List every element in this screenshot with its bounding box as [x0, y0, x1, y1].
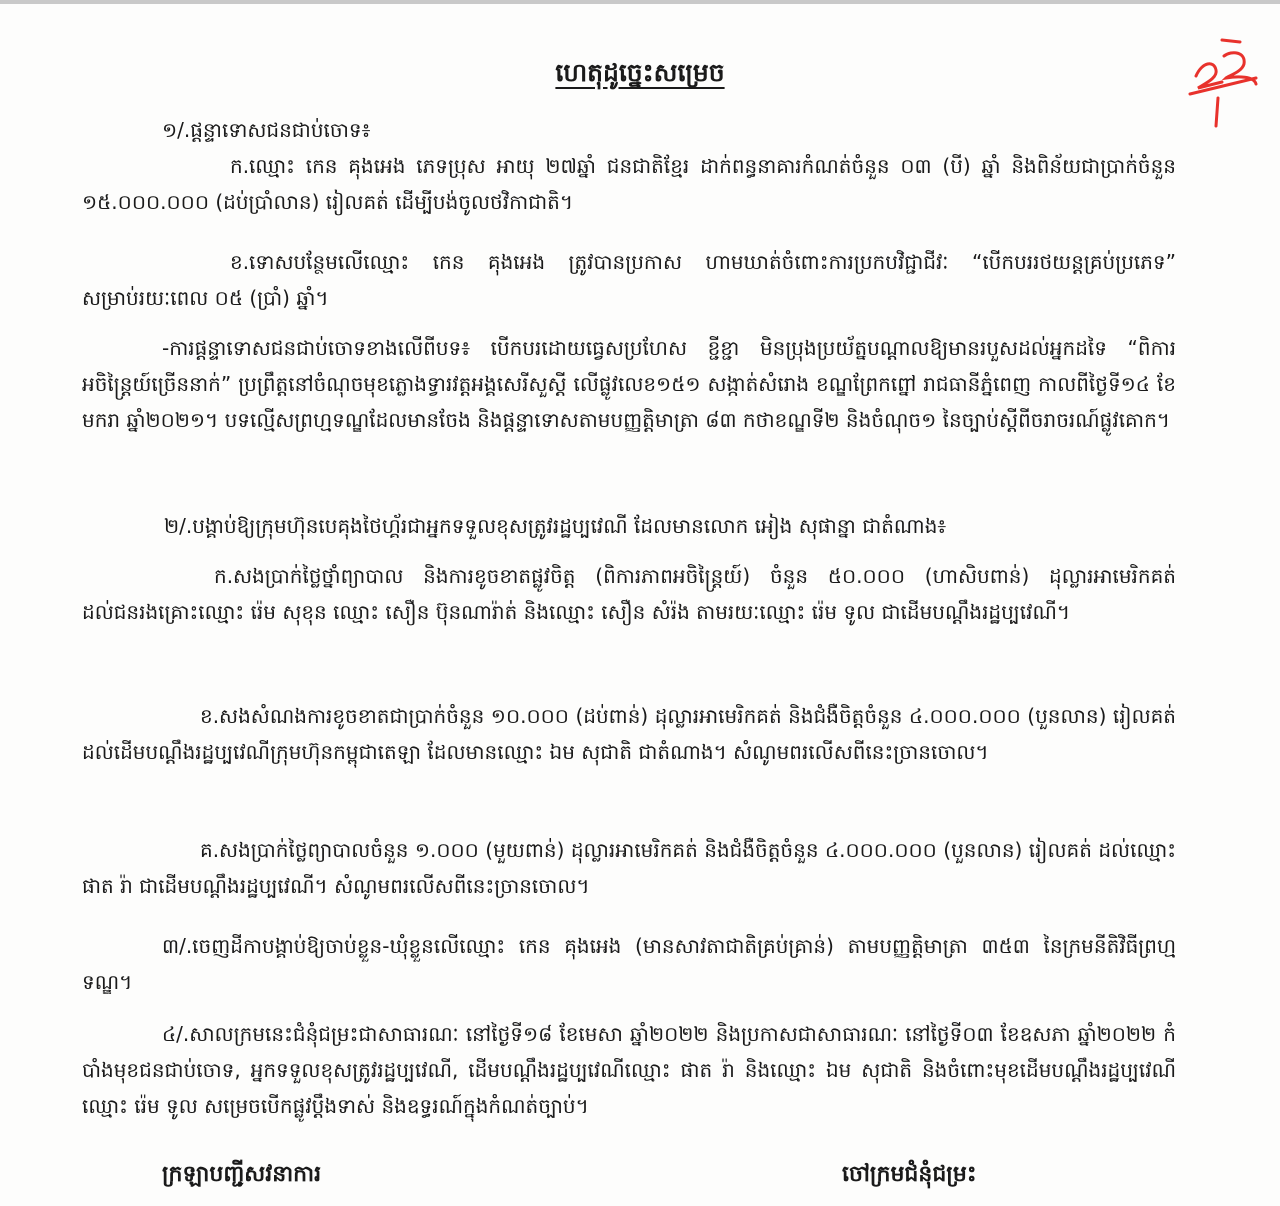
clerk-signature-label: ក្រឡាបញ្ជីសវនាការ [162, 1162, 322, 1187]
judge-signature-label: ចៅក្រមជំនុំជម្រះ [842, 1162, 977, 1187]
section-2a-paragraph: ក.សងប្រាក់ថ្លៃថ្នាំព្យាបាល និងការខូចខាតផ្លូវចិត្ត (ពិការភាពអចិន្ត្រៃយ៍) ចំនួន ៥០.០០០ (ហាសិបពាន់) ដុល្លារអាមេរិកគត់ ដល់ជនរងគ្រោះឈ្មោះ រ៉េម សុខុន ឈ្មោះ សឿន ប៊ុនណារ៉ាត់ និងឈ្មោះ សឿន សំរ៉ង តាមរយៈឈ្មោះ រ៉េម ទូល ជាដើមបណ្តឹងរដ្ឋប្បវេណី។ [82, 564, 1176, 624]
section-1-heading: ១/.ផ្តន្ទាទោសជនជាប់ចោទ៖ [162, 118, 371, 142]
page-top-edge [0, 0, 1280, 4]
section-3-paragraph: ៣/.ចេញដីកាបង្គាប់ឱ្យចាប់ខ្លួន-ឃុំខ្លួនលើឈ្មោះ កេន គុងអេង (មានសាវតាជាតិគ្រប់គ្រាន់) តាមបញ្ញត្តិមាត្រា ៣៥៣ នៃក្រមនីតិវិធីព្រហ្មទណ្ឌ។ [82, 934, 1176, 994]
section-2c-paragraph: គ.សងប្រាក់ថ្លៃព្យាបាលចំនួន ១.០០០ (មួយពាន់) ដុល្លារអាមេរិកគត់ និងជំងឺចិត្តចំនួន ៤.០០០.០០០ (បួនលាន) រៀលគត់ ដល់ឈ្មោះ ផាត រ៉ា ជាដើមបណ្តឹងរដ្ឋប្បវេណី។ សំណូមពរលើសពីនេះច្រានចោល។ [82, 838, 1176, 898]
title-text: ហេតុដូច្នេះសម្រេច [555, 58, 725, 87]
document-title [0, 58, 1280, 94]
offense-description-paragraph: -ការផ្តន្ទាទោសជនជាប់ចោទខាងលើពីបទ៖ បើកបរដោយធ្វេសប្រហែស ខ្ជីខ្ជា មិនប្រុងប្រយ័ត្នបណ្តាលឱ្យមានរបួសដល់អ្នកដទៃ “ពិការអចិន្ត្រៃយ៍ច្រើននាក់” ប្រព្រឹត្តនៅចំណុចមុខភ្លោងទ្វារវត្តអង្គសេរីសួស្តី លើផ្លូវលេខ១៥១ សង្កាត់សំរោង ខណ្ឌព្រែកព្នៅ រាជធានីភ្នំពេញ កាលពីថ្ងៃទី១៤ ខែមករា ឆ្នាំ២០២១។ បទល្មើសព្រហ្មទណ្ឌដែលមានចែង និងផ្តន្ទាទោសតាមបញ្ញត្តិមាត្រា ៨៣ កថាខណ្ឌទី២ និងចំណុច១ នៃច្បាប់ស្តីពីចរាចរណ៍ផ្លូវគោក។ [82, 336, 1176, 432]
section-1a-paragraph: ក.ឈ្មោះ កេន គុងអេង ភេទប្រុស អាយុ ២៧ឆ្នាំ ជនជាតិខ្មែរ ដាក់ពន្ធនាគារកំណត់ចំនួន ០៣ (បី) ឆ្នាំ និងពិន័យជាប្រាក់ចំនួន ១៥.០០០.០០០ (ដប់ប្រាំលាន) រៀលគត់ ដើម្បីបង់ចូលថវិកាជាតិ។ [82, 154, 1176, 214]
section-2b-paragraph: ខ.សងសំណងការខូចខាតជាប្រាក់ចំនួន ១០.០០០ (ដប់ពាន់) ដុល្លារអាមេរិកគត់ និងជំងឺចិត្តចំនួន ៤.០០០.០០០ (បួនលាន) រៀលគត់ ដល់ដើមបណ្តឹងរដ្ឋប្បវេណីក្រុមហ៊ុនកម្ពុជាតេឡា ដែលមានឈ្មោះ ឯម សុជាតិ ជាតំណាង។ សំណូមពរលើសពីនេះច្រានចោល។ [82, 704, 1176, 764]
section-1b-paragraph: ខ.ទោសបន្ថែមលើឈ្មោះ កេន គុងអេង ត្រូវបានប្រកាស ហាមឃាត់ចំពោះការប្រកបវិជ្ជាជីវៈ “បើកបររថយន្តគ្រប់ប្រភេទ” សម្រាប់រយៈពេល ០៥ (ប្រាំ) ឆ្នាំ។ [82, 250, 1176, 310]
section-4-paragraph: ៤/.សាលក្រមនេះជំនុំជម្រះជាសាធារណៈ នៅថ្ងៃទី១៨ ខែមេសា ឆ្នាំ២០២២ និងប្រកាសជាសាធារណៈ នៅថ្ងៃទី០៣ ខែឧសភា ឆ្នាំ២០២២ កំបាំងមុខជនជាប់ចោទ, អ្នកទទួលខុសត្រូវរដ្ឋប្បវេណី, ដើមបណ្តឹងរដ្ឋប្បវេណីឈ្មោះ ផាត រ៉ា និងឈ្មោះ ឯម សុជាតិ និងចំពោះមុខដើមបណ្តឹងរដ្ឋប្បវេណីឈ្មោះ រ៉េម ទូល សម្រេចបើកផ្លូវប្តឹងទាស់ និងឧទ្ធរណ៍ក្នុងកំណត់ច្បាប់។ [82, 1022, 1176, 1118]
section-2-heading: ២/.បង្គាប់ឱ្យក្រុមហ៊ុនបេគុងថៃហ្គ័រជាអ្នកទទួលខុសត្រូវរដ្ឋប្បវេណី ដែលមានលោក អៀង សុផាន្នា ជាតំណាង៖ [164, 514, 947, 538]
